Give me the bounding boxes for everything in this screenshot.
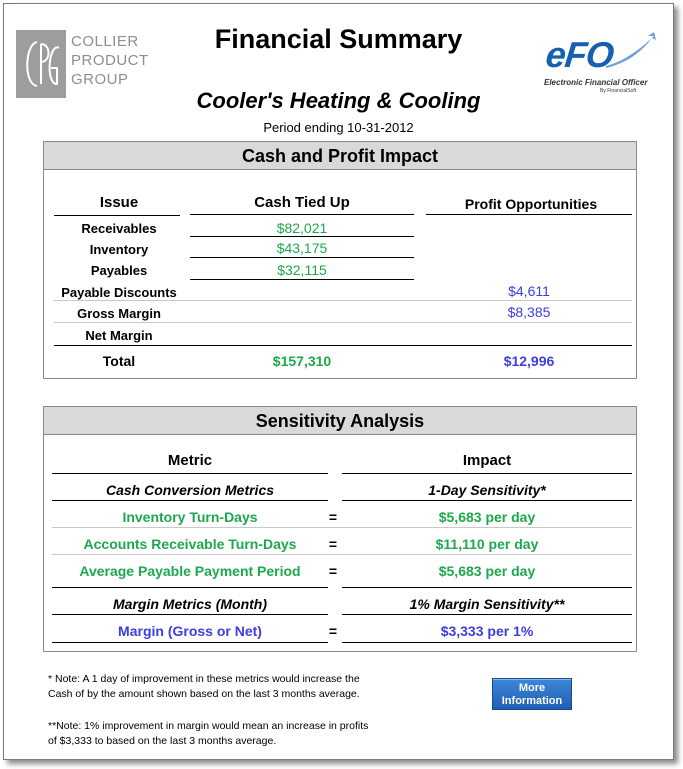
impact-value: $11,110 per day bbox=[435, 536, 539, 552]
efo-logo-subtitle: Electronic Financial Officer bbox=[544, 78, 648, 87]
note-line: of $3,333 to based on the last 3 months average. bbox=[48, 735, 277, 747]
efo-logo bbox=[542, 32, 660, 102]
impact-value: $3,333 per 1% bbox=[440, 623, 534, 639]
cash-profit-panel bbox=[43, 141, 637, 379]
section-header-cash-conversion: Cash Conversion Metrics bbox=[105, 482, 275, 498]
button-label: More bbox=[518, 682, 546, 694]
period-label: Period ending 10-31-2012 bbox=[263, 120, 414, 135]
panel-title: Cash and Profit Impact bbox=[44, 142, 636, 170]
divider bbox=[52, 473, 328, 474]
divider bbox=[342, 587, 632, 588]
efo-logo-byline: By FinancialSoft bbox=[600, 88, 637, 94]
total-cash-value: $157,310 bbox=[272, 353, 332, 369]
page-title: Financial Summary bbox=[214, 24, 463, 54]
cpg-logo-word: GROUP bbox=[71, 71, 129, 88]
cpg-logo-word: PRODUCT bbox=[71, 52, 149, 69]
note-margin-sensitivity bbox=[48, 719, 368, 749]
panel-title: Sensitivity Analysis bbox=[44, 407, 636, 435]
divider bbox=[54, 215, 180, 216]
impact-value: $5,683 per day bbox=[438, 509, 536, 525]
cpg-logo-word: COLLIER bbox=[71, 33, 139, 50]
row-label: Payables bbox=[90, 263, 148, 278]
more-information-button[interactable] bbox=[492, 678, 572, 710]
note-line: Cash of by the amount shown based on the last 3 months average. bbox=[48, 688, 360, 700]
note-day-sensitivity bbox=[48, 672, 360, 702]
metric-label: Inventory Turn-Days bbox=[122, 509, 258, 525]
divider bbox=[54, 322, 632, 323]
profit-value: $4,611 bbox=[508, 283, 550, 299]
total-label: Total bbox=[102, 353, 136, 369]
note-line: * Note: A 1 day of improvement in these metrics would increase the bbox=[48, 673, 360, 685]
divider bbox=[52, 500, 328, 501]
total-profit-value: $12,996 bbox=[503, 353, 555, 369]
section-header-margin-sensitivity: 1% Margin Sensitivity** bbox=[409, 596, 565, 612]
divider bbox=[342, 614, 632, 615]
profit-value: $8,385 bbox=[507, 304, 551, 320]
divider bbox=[52, 642, 328, 643]
metric-label: Margin (Gross or Net) bbox=[118, 623, 262, 639]
divider bbox=[342, 473, 632, 474]
row-label: Payable Discounts bbox=[61, 285, 177, 300]
divider bbox=[190, 279, 414, 280]
cash-value: $32,115 bbox=[277, 262, 327, 278]
sensitivity-panel bbox=[43, 406, 637, 652]
metric-label: Average Payable Payment Period bbox=[79, 563, 301, 579]
efo-logo-mark: eFO bbox=[543, 34, 616, 75]
divider bbox=[52, 527, 632, 528]
divider bbox=[54, 300, 632, 301]
column-header-issue: Issue bbox=[99, 194, 139, 211]
divider bbox=[342, 500, 632, 501]
equals-sign: = bbox=[328, 563, 338, 579]
equals-sign: = bbox=[328, 509, 338, 525]
note-line: **Note: 1% improvement in margin would mean an increase in profits bbox=[48, 720, 369, 732]
equals-sign: = bbox=[328, 623, 338, 639]
financial-summary-page bbox=[3, 3, 674, 760]
divider bbox=[190, 236, 414, 237]
company-name: Cooler's Heating & Cooling bbox=[196, 88, 481, 113]
column-header-cash: Cash Tied Up bbox=[254, 194, 350, 211]
equals-sign: = bbox=[328, 536, 338, 552]
row-label: Inventory bbox=[89, 242, 149, 257]
divider bbox=[342, 642, 632, 643]
metric-label: Accounts Receivable Turn-Days bbox=[83, 536, 297, 552]
divider bbox=[52, 554, 632, 555]
button-label: Information bbox=[501, 695, 563, 707]
column-header-metric: Metric bbox=[167, 452, 213, 469]
divider bbox=[190, 257, 414, 258]
divider bbox=[54, 345, 632, 346]
divider bbox=[426, 214, 632, 215]
divider bbox=[52, 614, 328, 615]
divider bbox=[52, 587, 328, 588]
column-header-impact: Impact bbox=[462, 452, 512, 469]
row-label: Receivables bbox=[81, 221, 157, 236]
divider bbox=[190, 214, 414, 215]
row-label: Gross Margin bbox=[77, 306, 161, 321]
section-header-day-sensitivity: 1-Day Sensitivity* bbox=[428, 482, 546, 498]
section-header-margin-metrics: Margin Metrics (Month) bbox=[113, 596, 267, 612]
cash-value: $82,021 bbox=[276, 220, 328, 236]
cash-value: $43,175 bbox=[276, 240, 328, 256]
row-label: Net Margin bbox=[85, 328, 153, 343]
impact-value: $5,683 per day bbox=[438, 563, 536, 579]
column-header-profit: Profit Opportunities bbox=[464, 196, 598, 212]
